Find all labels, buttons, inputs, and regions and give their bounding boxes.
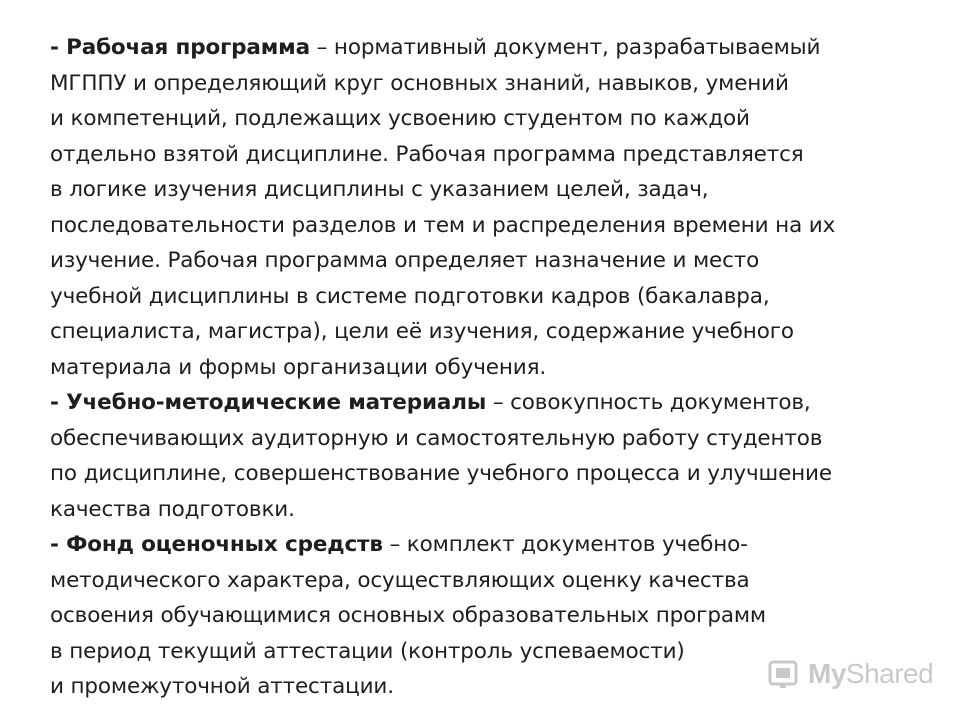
text-line: [50, 208, 950, 244]
line-text: МГППУ и определяющий круг основных знаний, навыков, умений: [50, 70, 789, 96]
line-text: в период текущий аттестации (контроль успеваемости): [50, 638, 685, 664]
text-line: [50, 563, 950, 599]
text-line: [50, 101, 950, 137]
line-text: – комплект документов учебно-: [382, 532, 748, 557]
line-text: последовательности разделов и тем и распределения времени на их: [50, 212, 836, 238]
definitions-text: [50, 30, 950, 705]
myshared-logo-icon: [766, 656, 802, 692]
line-text: в логике изучения дисциплины с указанием целей, задач,: [50, 177, 709, 202]
text-line: [50, 350, 950, 386]
text-line: [50, 243, 950, 279]
line-text: специалиста, магистра), цели её изучения, содержание учебного: [50, 319, 794, 344]
text-line: [50, 421, 950, 457]
line-text: материала и формы организации обучения.: [50, 354, 547, 380]
watermark-brand: [808, 658, 933, 690]
text-line: [50, 137, 950, 173]
line-text: – нормативный документ, разрабатываемый: [309, 35, 821, 60]
text-line: [50, 492, 950, 528]
line-text: освоения обучающимися основных образовательных программ: [50, 603, 766, 628]
line-text: изучение. Рабочая программа определяет назначение и место: [50, 248, 760, 273]
line-text: и компетенций, подлежащих усвоению студентом по каждой: [50, 106, 750, 131]
line-text: качества подготовки.: [50, 496, 295, 522]
text-line: [50, 456, 950, 492]
watermark-brand-part2: Shared: [845, 658, 934, 689]
line-text: отдельно взятой дисциплине. Рабочая программа представляется: [50, 141, 804, 167]
term-heading: - Учебно-методические материалы: [50, 390, 487, 415]
text-line: [50, 314, 950, 350]
line-text: и промежуточной аттестации.: [50, 674, 394, 699]
text-line: [50, 66, 950, 102]
term-heading: - Фонд оценочных средств: [50, 532, 383, 557]
watermark-brand-part1: My: [808, 658, 846, 689]
line-text: обеспечивающих аудиторную и самостоятельную работу студентов: [50, 425, 823, 451]
line-text: – совокупность документов,: [486, 390, 811, 415]
term-heading: - Рабочая программа: [50, 35, 310, 60]
text-line: [50, 385, 950, 421]
text-line: [50, 30, 950, 66]
line-text: методического характера, осуществляющих оценку качества: [50, 567, 750, 593]
text-line: [50, 279, 950, 315]
line-text: по дисциплине, совершенствование учебного процесса и улучшение: [50, 461, 832, 486]
text-line: [50, 598, 950, 634]
line-text: учебной дисциплины в системе подготовки кадров (бакалавра,: [50, 283, 770, 309]
text-line: [50, 527, 950, 563]
watermark: [766, 652, 936, 696]
text-line: [50, 172, 950, 208]
